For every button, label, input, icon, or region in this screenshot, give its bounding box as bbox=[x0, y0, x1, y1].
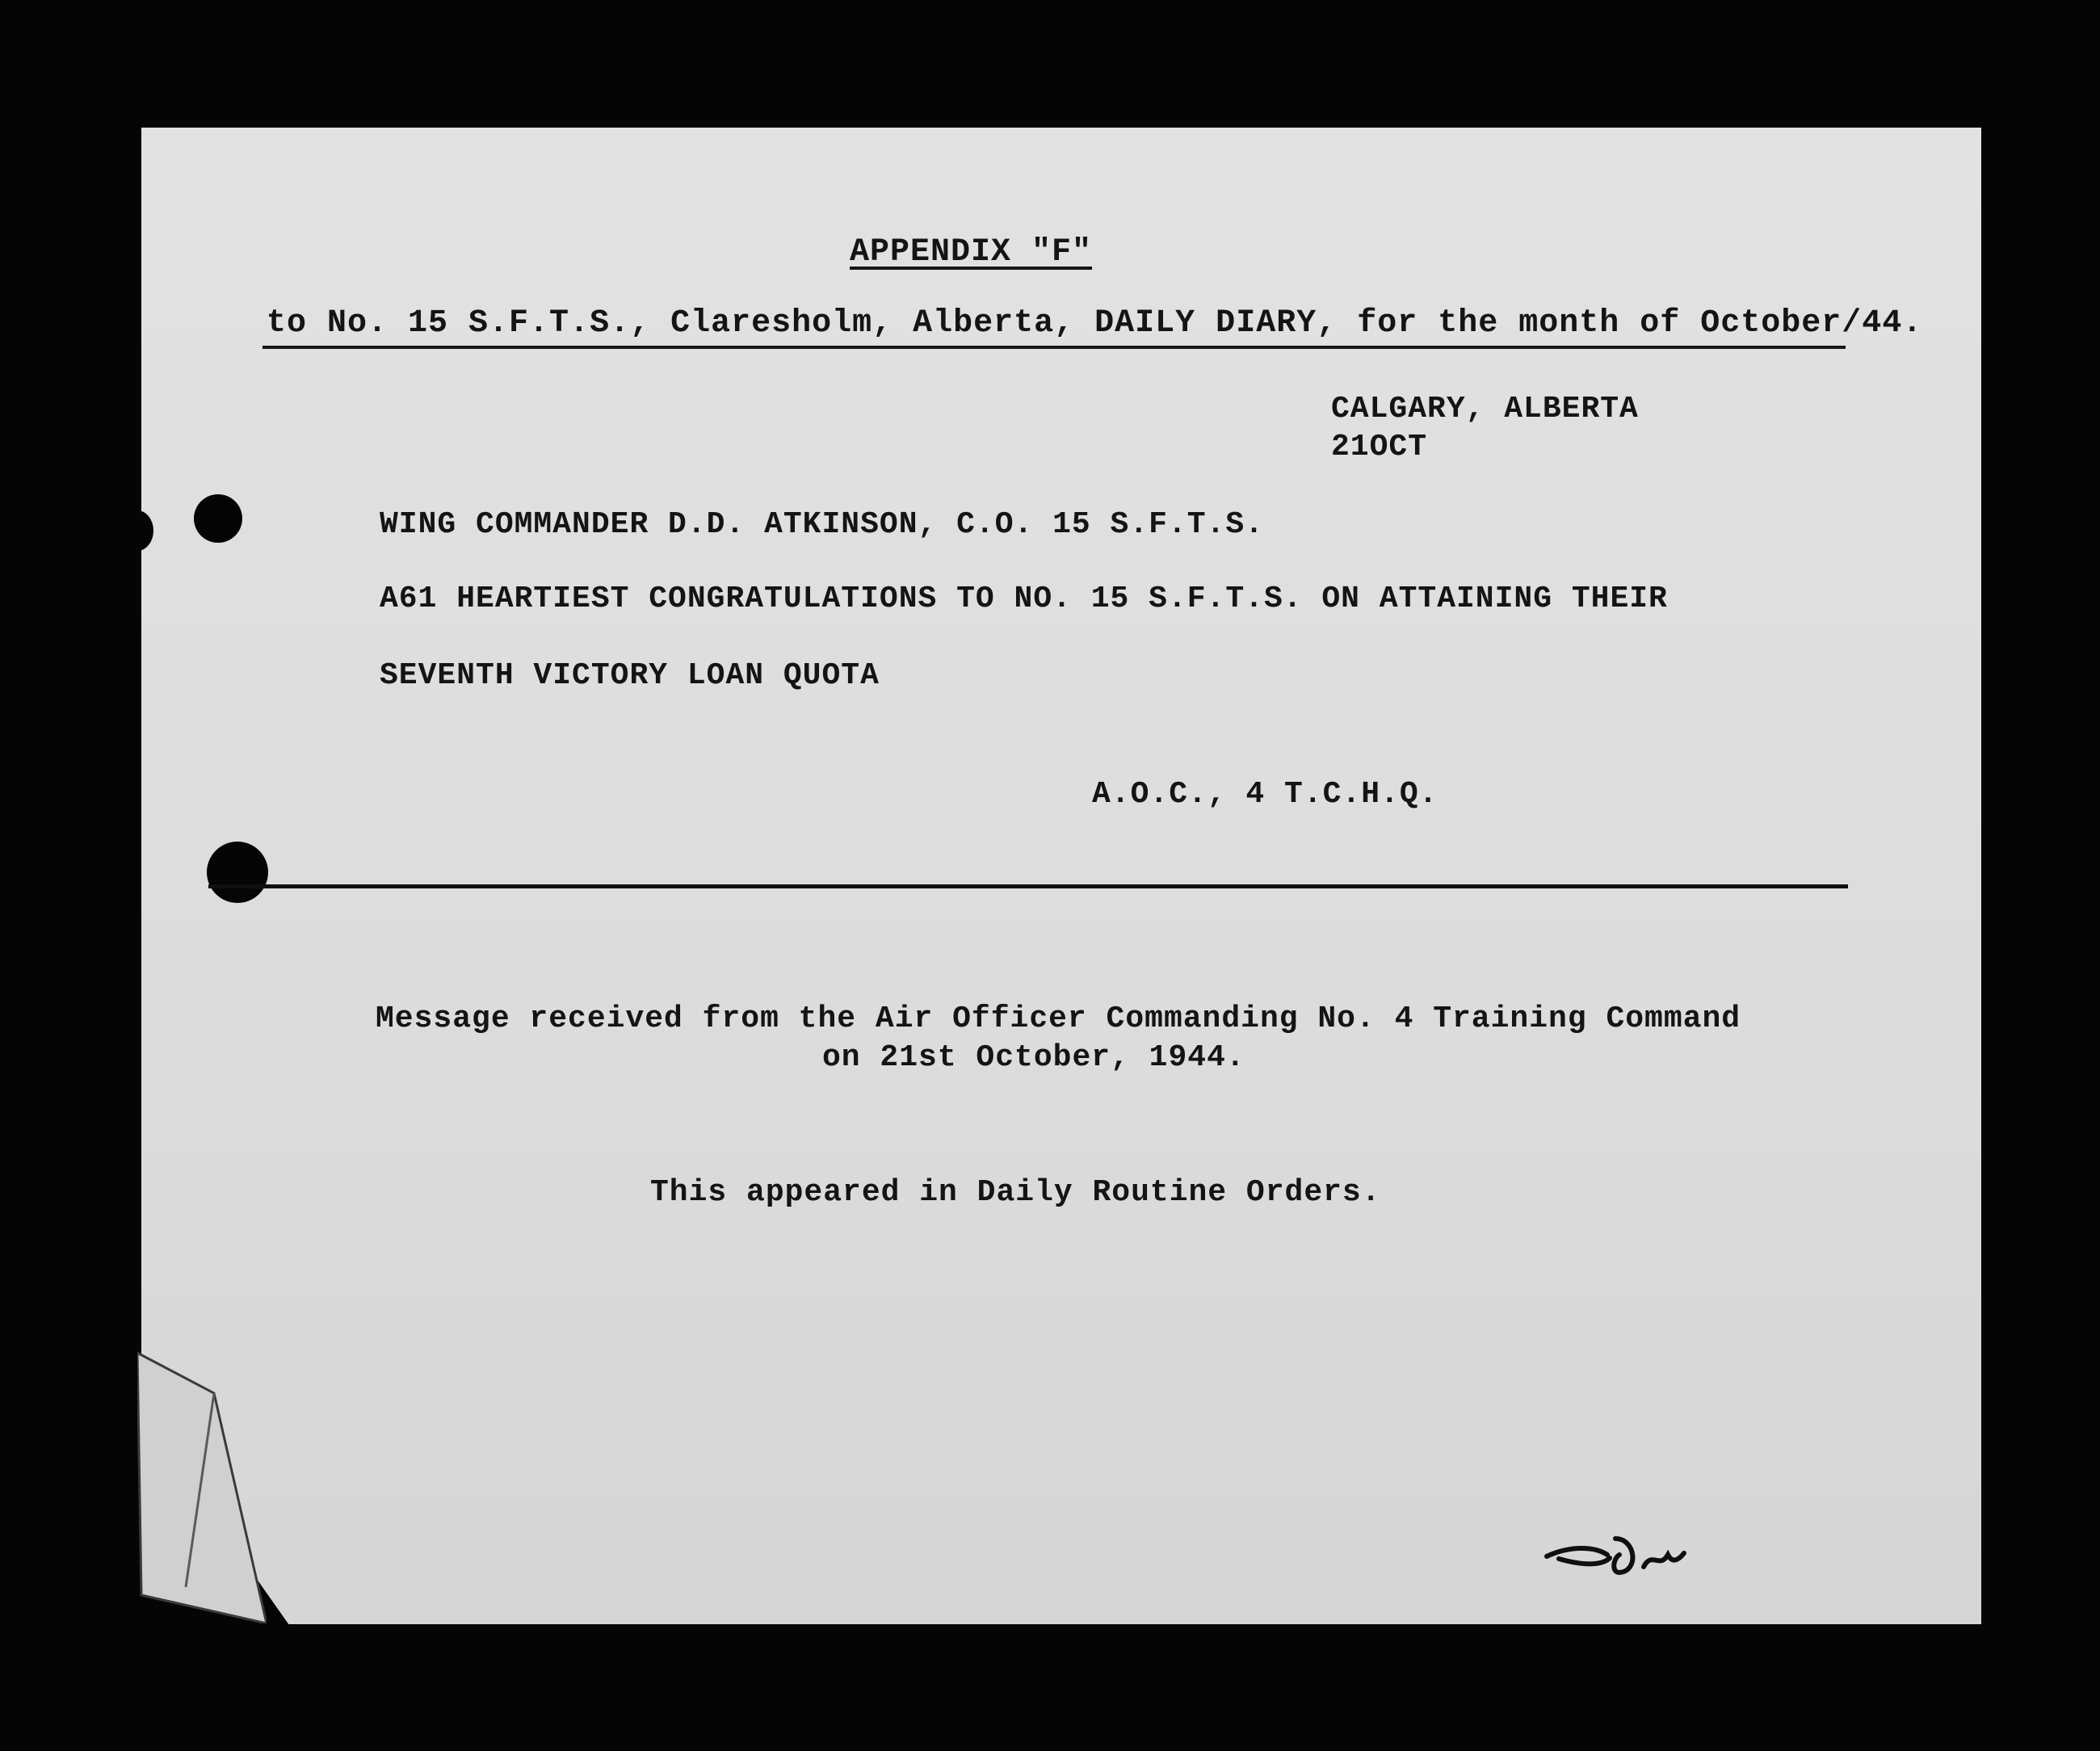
folded-corner bbox=[137, 1345, 267, 1623]
handwritten-initials bbox=[1539, 1522, 1716, 1587]
section-divider bbox=[208, 884, 1848, 888]
punch-hole-edge bbox=[121, 510, 153, 551]
message-location: CALGARY, ALBERTA bbox=[1331, 392, 1639, 426]
diary-subheading: to No. 15 S.F.T.S., Claresholm, Alberta, DAILY DIARY, for the month of October/44. bbox=[267, 305, 1923, 342]
message-addressee: WING COMMANDER D.D. ATKINSON, C.O. 15 S.F.T.S. bbox=[380, 507, 1264, 542]
message-body-line-1: A61 HEARTIEST CONGRATULATIONS TO NO. 15 S.F.T.S. ON ATTAINING THEIR bbox=[380, 582, 1668, 616]
message-body-line-2: SEVENTH VICTORY LOAN QUOTA bbox=[380, 658, 880, 693]
message-sender: A.O.C., 4 T.C.H.Q. bbox=[1092, 777, 1438, 812]
appendix-heading: APPENDIX "F" bbox=[850, 234, 1093, 271]
message-date: 21OCT bbox=[1331, 430, 1428, 464]
document-page bbox=[141, 128, 1981, 1624]
punch-hole-top bbox=[194, 494, 242, 543]
note-line-3: This appeared in Daily Routine Orders. bbox=[650, 1175, 1381, 1210]
note-line-2: on 21st October, 1944. bbox=[822, 1040, 1245, 1075]
subheading-underline bbox=[262, 346, 1846, 349]
note-line-1: Message received from the Air Officer Commanding No. 4 Training Command bbox=[376, 1001, 1741, 1036]
punch-hole-middle bbox=[207, 842, 268, 903]
